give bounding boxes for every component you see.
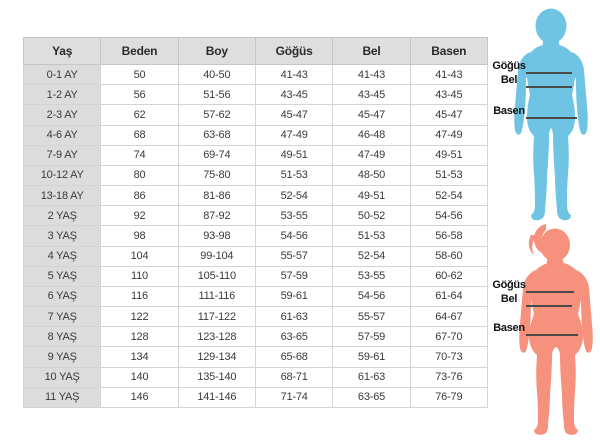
column-header: Basen <box>410 38 487 65</box>
cell: 45-47 <box>333 105 410 125</box>
cell: 7-9 AY <box>24 145 101 165</box>
boy-waist-measure <box>492 74 572 86</box>
cell: 4 YAŞ <box>24 246 101 266</box>
cell: 98 <box>101 226 178 246</box>
cell: 67-70 <box>410 327 487 347</box>
cell: 86 <box>101 186 178 206</box>
cell: 45-47 <box>410 105 487 125</box>
size-table <box>23 37 488 408</box>
column-header: Bel <box>333 38 410 65</box>
cell: 56-58 <box>410 226 487 246</box>
table-row <box>24 105 488 125</box>
cell: 117-122 <box>178 307 255 327</box>
cell: 47-49 <box>255 125 332 145</box>
cell: 53-55 <box>333 266 410 286</box>
column-header: Yaş <box>24 38 101 65</box>
cell: 47-49 <box>410 125 487 145</box>
boy-hip-label: Basen <box>493 105 525 117</box>
table-row <box>24 246 488 266</box>
cell: 128 <box>101 327 178 347</box>
table-row <box>24 206 488 226</box>
cell: 6 YAŞ <box>24 286 101 306</box>
cell: 10 YAŞ <box>24 367 101 387</box>
cell: 61-63 <box>255 307 332 327</box>
cell: 110 <box>101 266 178 286</box>
cell: 59-61 <box>255 286 332 306</box>
column-header: Boy <box>178 38 255 65</box>
cell: 99-104 <box>178 246 255 266</box>
table-row <box>24 387 488 407</box>
cell: 104 <box>101 246 178 266</box>
header-row <box>24 38 488 65</box>
cell: 48-50 <box>333 165 410 185</box>
cell: 9 YAŞ <box>24 347 101 367</box>
cell: 57-62 <box>178 105 255 125</box>
cell: 40-50 <box>178 65 255 85</box>
table-row <box>24 145 488 165</box>
cell: 60-62 <box>410 266 487 286</box>
cell: 47-49 <box>333 145 410 165</box>
cell: 140 <box>101 367 178 387</box>
cell: 87-92 <box>178 206 255 226</box>
table-row <box>24 307 488 327</box>
cell: 50-52 <box>333 206 410 226</box>
cell: 141-146 <box>178 387 255 407</box>
cell: 49-51 <box>255 145 332 165</box>
cell: 41-43 <box>333 65 410 85</box>
cell: 68 <box>101 125 178 145</box>
table-row <box>24 186 488 206</box>
table-row <box>24 367 488 387</box>
cell: 52-54 <box>410 186 487 206</box>
cell: 65-68 <box>255 347 332 367</box>
girl-waist-label: Bel <box>500 293 518 305</box>
cell: 63-65 <box>255 327 332 347</box>
cell: 2 YAŞ <box>24 206 101 226</box>
cell: 43-45 <box>255 85 332 105</box>
cell: 5 YAŞ <box>24 266 101 286</box>
cell: 53-55 <box>255 206 332 226</box>
column-header: Beden <box>101 38 178 65</box>
cell: 45-47 <box>255 105 332 125</box>
table-row <box>24 65 488 85</box>
cell: 51-53 <box>410 165 487 185</box>
cell: 63-65 <box>333 387 410 407</box>
girl-chest-label: Göğüs <box>492 279 526 291</box>
cell: 11 YAŞ <box>24 387 101 407</box>
cell: 51-56 <box>178 85 255 105</box>
cell: 61-64 <box>410 286 487 306</box>
cell: 41-43 <box>410 65 487 85</box>
cell: 59-61 <box>333 347 410 367</box>
cell: 54-56 <box>333 286 410 306</box>
cell: 62 <box>101 105 178 125</box>
table-row <box>24 85 488 105</box>
cell: 123-128 <box>178 327 255 347</box>
cell: 55-57 <box>255 246 332 266</box>
cell: 116 <box>101 286 178 306</box>
girl-chest-measure <box>492 279 574 291</box>
table-row <box>24 125 488 145</box>
cell: 64-67 <box>410 307 487 327</box>
boy-waist-measure-line <box>526 86 572 88</box>
cell: 41-43 <box>255 65 332 85</box>
cell: 56 <box>101 85 178 105</box>
cell: 54-56 <box>410 206 487 226</box>
table-row <box>24 286 488 306</box>
boy-hip-measure-line <box>526 117 577 119</box>
size-table-body <box>24 65 488 408</box>
cell: 13-18 AY <box>24 186 101 206</box>
cell: 52-54 <box>333 246 410 266</box>
boy-waist-label: Bel <box>500 74 518 86</box>
cell: 63-68 <box>178 125 255 145</box>
cell: 70-73 <box>410 347 487 367</box>
cell: 51-53 <box>333 226 410 246</box>
cell: 43-45 <box>333 85 410 105</box>
column-header: Göğüs <box>255 38 332 65</box>
girl-hip-measure <box>492 322 578 334</box>
cell: 80 <box>101 165 178 185</box>
cell: 135-140 <box>178 367 255 387</box>
cell: 1-2 AY <box>24 85 101 105</box>
cell: 61-63 <box>333 367 410 387</box>
cell: 8 YAŞ <box>24 327 101 347</box>
cell: 93-98 <box>178 226 255 246</box>
cell: 49-51 <box>333 186 410 206</box>
cell: 10-12 AY <box>24 165 101 185</box>
cell: 73-76 <box>410 367 487 387</box>
cell: 129-134 <box>178 347 255 367</box>
cell: 69-74 <box>178 145 255 165</box>
cell: 52-54 <box>255 186 332 206</box>
cell: 71-74 <box>255 387 332 407</box>
cell: 55-57 <box>333 307 410 327</box>
table-row <box>24 327 488 347</box>
cell: 46-48 <box>333 125 410 145</box>
cell: 146 <box>101 387 178 407</box>
cell: 50 <box>101 65 178 85</box>
cell: 3 YAŞ <box>24 226 101 246</box>
table-row <box>24 226 488 246</box>
size-table-header <box>24 38 488 65</box>
boy-chest-measure <box>492 60 572 72</box>
size-table-container <box>23 37 488 408</box>
cell: 68-71 <box>255 367 332 387</box>
girl-hip-label: Basen <box>493 322 525 334</box>
table-row <box>24 266 488 286</box>
cell: 57-59 <box>333 327 410 347</box>
cell: 92 <box>101 206 178 226</box>
boy-silhouette <box>503 6 599 234</box>
cell: 75-80 <box>178 165 255 185</box>
cell: 105-110 <box>178 266 255 286</box>
table-row <box>24 347 488 367</box>
cell: 57-59 <box>255 266 332 286</box>
girl-waist-measure-line <box>526 305 572 307</box>
cell: 58-60 <box>410 246 487 266</box>
cell: 4-6 AY <box>24 125 101 145</box>
girl-hip-measure-line <box>526 334 578 336</box>
cell: 2-3 AY <box>24 105 101 125</box>
girl-waist-measure <box>492 293 572 305</box>
cell: 51-53 <box>255 165 332 185</box>
cell: 134 <box>101 347 178 367</box>
cell: 76-79 <box>410 387 487 407</box>
cell: 111-116 <box>178 286 255 306</box>
cell: 74 <box>101 145 178 165</box>
cell: 0-1 AY <box>24 65 101 85</box>
cell: 122 <box>101 307 178 327</box>
cell: 43-45 <box>410 85 487 105</box>
boy-chest-label: Göğüs <box>492 60 526 72</box>
cell: 7 YAŞ <box>24 307 101 327</box>
table-row <box>24 165 488 185</box>
cell: 49-51 <box>410 145 487 165</box>
cell: 54-56 <box>255 226 332 246</box>
boy-hip-measure <box>492 105 577 117</box>
cell: 81-86 <box>178 186 255 206</box>
